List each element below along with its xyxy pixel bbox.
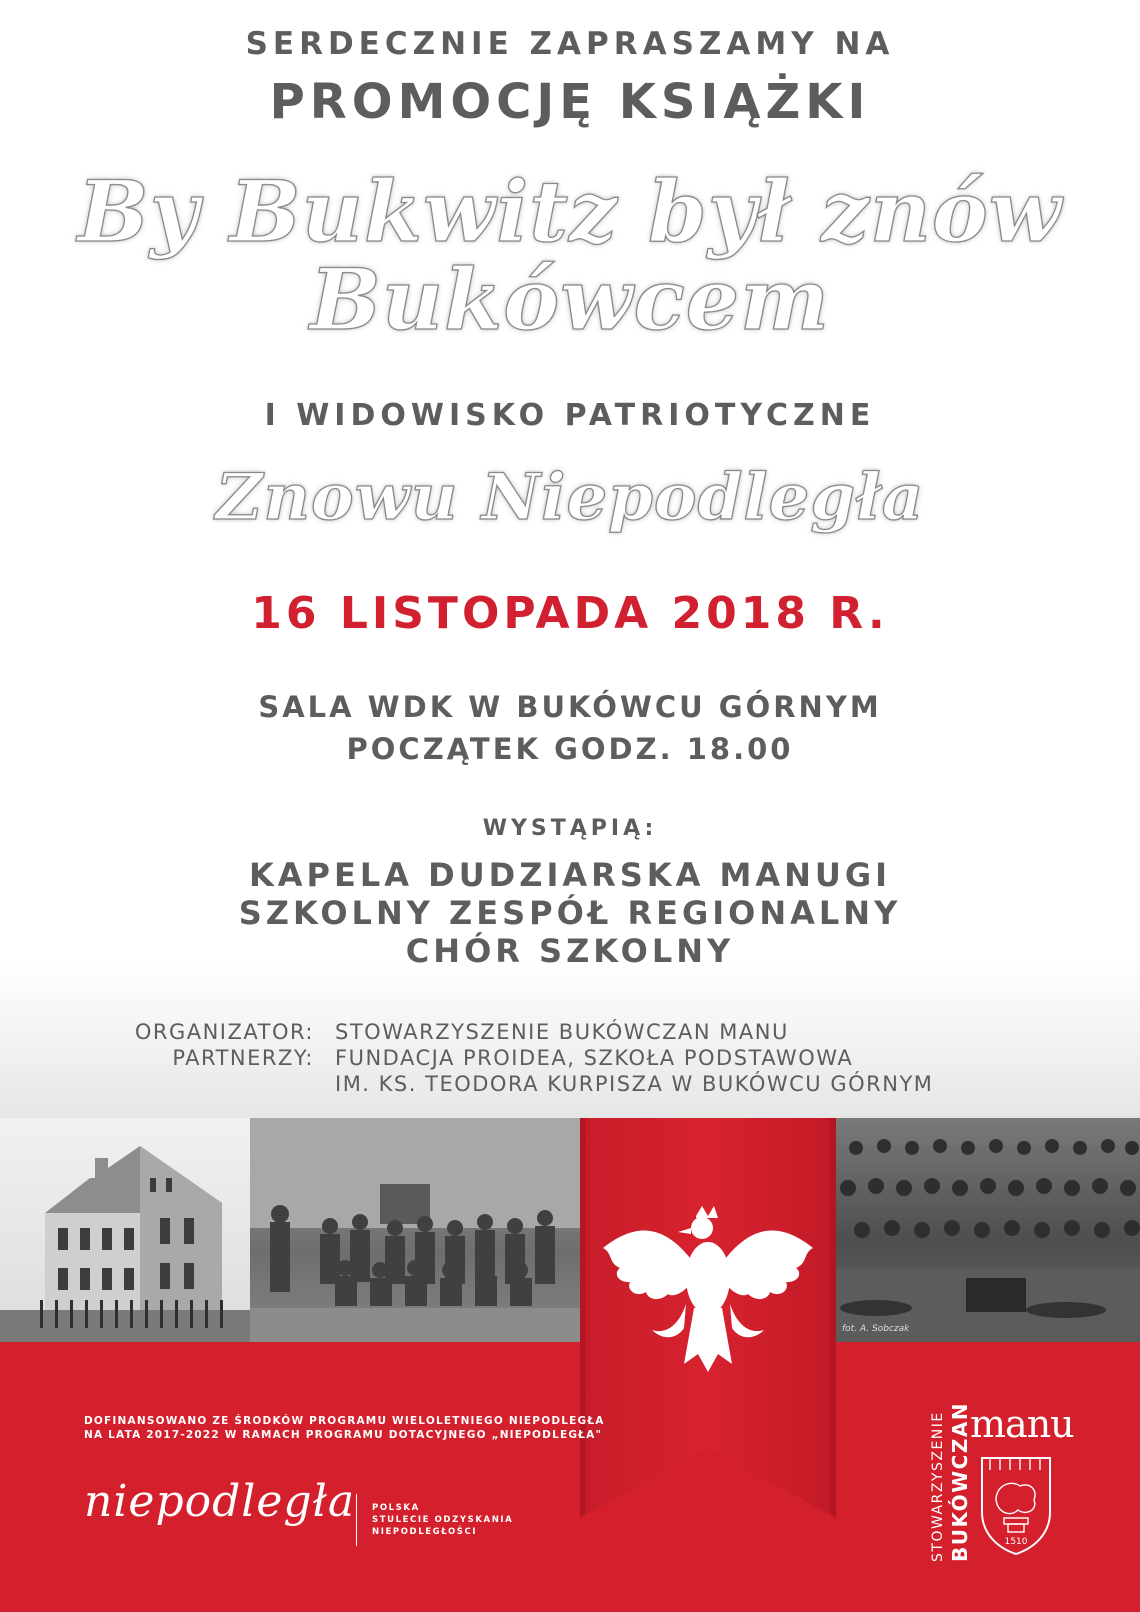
invite-line: SERDECZNIE ZAPRASZAMY NA — [245, 26, 895, 62]
performer-item: SZKOLNY ZESPÓŁ REGIONALNY — [238, 894, 902, 932]
funding-line-1: DOFINANSOWANO ZE ŚRODKÓW PROGRAMU WIELOLETNIEGO NIEPODLEGŁA — [84, 1415, 605, 1427]
group-photo-youth — [250, 1118, 580, 1342]
org-logo-stowarzyszenie: STOWARZYSZENIE — [930, 1411, 946, 1562]
ribbon — [580, 1118, 836, 1518]
funding-line-2: NA LATA 2017-2022 W RAMACH PROGRAMU DOTACYJNEGO „NIEPODLEGŁA" — [84, 1429, 603, 1441]
funding-note — [84, 1414, 605, 1442]
niepodlegla-logo-text — [372, 1502, 513, 1538]
org-logo-manu: manu — [970, 1402, 1074, 1446]
performers-list — [0, 856, 1140, 970]
organizer-label: ORGANIZATOR: — [134, 1020, 314, 1044]
np-line-1: POLSKA — [372, 1503, 420, 1513]
performers-label: WYSTĄPIĄ: — [482, 816, 658, 841]
org-logo-bukowczan: BUKÓWCZAN — [948, 1401, 972, 1562]
partners-value-1: FUNDACJA PROIDEA, SZKOŁA PODSTAWOWA — [335, 1046, 854, 1070]
book-title-line2: Bukówcem — [309, 250, 831, 349]
performer-item: CHÓR SZKOLNY — [405, 932, 735, 970]
niepodlegla-logo: niepodległa — [84, 1476, 356, 1527]
np-line-3: NIEPODLEGŁOŚCI — [372, 1527, 478, 1537]
show-title: Znowu Niepodległa — [215, 460, 925, 535]
performer-item: KAPELA DUDZIARSKA MANUGI — [248, 856, 892, 894]
book-title-line1: By Bukwitz był znów — [77, 162, 1063, 261]
book-title — [0, 162, 1140, 349]
partners-label: PARTNERZY: — [172, 1046, 314, 1070]
logo-divider — [356, 1494, 357, 1546]
crest-year: 1510 — [1004, 1537, 1028, 1547]
photo-strip — [0, 1118, 1140, 1342]
invite-title: PROMOCJĘ KSIĄŻKI — [269, 74, 871, 130]
school-building-photo — [0, 1118, 250, 1342]
event-date: 16 LISTOPADA 2018 R. — [251, 588, 889, 639]
np-line-2: STULECIE ODZYSKANIA — [372, 1515, 514, 1525]
organizer-value: STOWARZYSZENIE BUKÓWCZAN MANU — [335, 1020, 789, 1044]
group-photo-soldiers — [836, 1118, 1140, 1342]
partners-value-2: IM. KS. TEODORA KURPISZA W BUKÓWCU GÓRNYM — [335, 1072, 934, 1096]
photo-caption: fot. A. Sobczak — [842, 1324, 910, 1334]
event-start: POCZĄTEK GODZ. 18.00 — [346, 732, 794, 766]
event-venue: SALA WDK W BUKÓWCU GÓRNYM — [258, 690, 882, 724]
show-label: I WIDOWISKO PATRIOTYCZNE — [264, 398, 876, 433]
crest-icon — [976, 1452, 1056, 1556]
event-venue-block — [0, 686, 1140, 770]
